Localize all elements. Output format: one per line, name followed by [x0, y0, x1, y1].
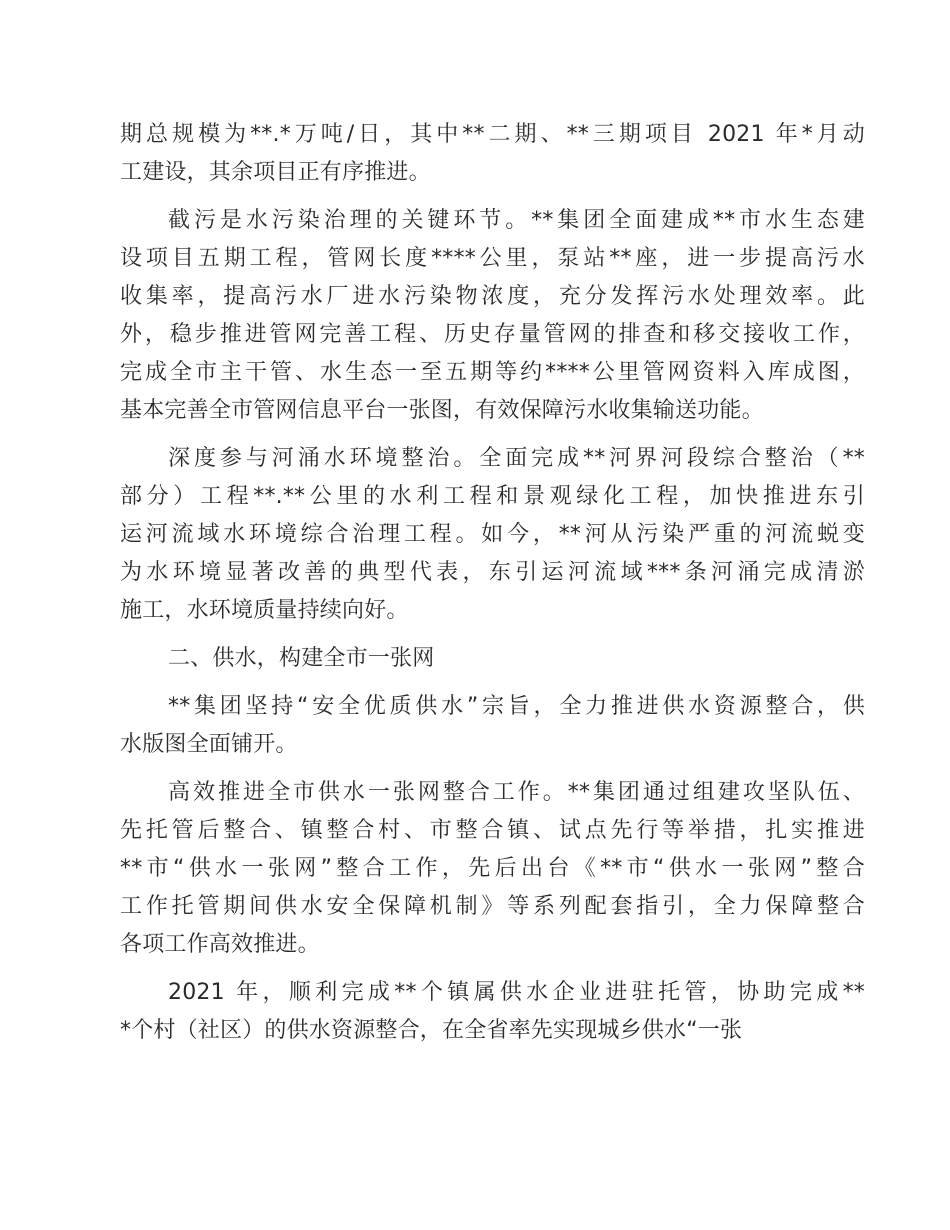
paragraph [120, 774, 865, 964]
text-line: 深度参与河涌水环境整治。全面完成**河界河段综合整治（** [168, 446, 865, 471]
text-line: 外，稳步推进管网完善工程、历史存量管网的排查和移交接收工作， [120, 322, 865, 347]
text-line: 基本完善全市管网信息平台一张图，有效保障污水收集输送功能。 [120, 398, 764, 423]
text-line: 施工，水环境质量持续向好。 [120, 598, 409, 623]
text-line: 工建设，其余项目正有序推进。 [120, 160, 431, 185]
text-line: 水版图全面铺开。 [120, 732, 298, 757]
text-line: 先托管后整合、镇整合村、市整合镇、试点先行等举措，扎实推进 [120, 818, 865, 843]
paragraph [120, 116, 865, 192]
text-line: 高效推进全市供水一张网整合工作。**集团通过组建攻坚队伍、 [168, 780, 865, 805]
text-line: 各项工作高效推进。 [120, 932, 320, 957]
text-line: *个村（社区）的供水资源整合，在全省率先实现城乡供水“一张 [120, 1018, 743, 1043]
text-line: 截污是水污染治理的关键环节。**集团全面建成**市水生态建 [168, 208, 865, 233]
text-line: 期总规模为**.*万吨/日，其中**二期、**三期项目 2021 年*月动 [120, 122, 865, 147]
text-line: 运河流域水环境综合治理工程。如今，**河从污染严重的河流蜕变 [120, 522, 865, 547]
text-line: 收集率，提高污水厂进水污染物浓度，充分发挥污水处理效率。此 [120, 284, 865, 309]
text-line: 完成全市主干管、水生态一至五期等约****公里管网资料入库成图， [120, 360, 865, 385]
paragraph [120, 440, 865, 630]
text-line: 设项目五期工程，管网长度****公里，泵站**座，进一步提高污水 [120, 246, 865, 271]
text-line: 部分）工程**.**公里的水利工程和景观绿化工程，加快推进东引 [120, 484, 865, 509]
text-line: **集团坚持“安全优质供水”宗旨，全力推进供水资源整合，供 [168, 694, 865, 719]
paragraph [120, 688, 865, 764]
text-line: 2021 年，顺利完成**个镇属供水企业进驻托管，协助完成** [168, 980, 865, 1005]
text-line: 工作托管期间供水安全保障机制》等系列配套指引，全力保障整合 [120, 894, 865, 919]
paragraph [120, 974, 865, 1050]
document-body [120, 116, 865, 1060]
paragraph [120, 202, 865, 430]
text-line: 二、供水，构建全市一张网 [168, 646, 435, 671]
paragraph [120, 640, 865, 678]
text-line: 为水环境显著改善的典型代表，东引运河流域***条河涌完成清淤 [120, 560, 865, 585]
text-line: **市“供水一张网”整合工作，先后出台《**市“供水一张网”整合 [120, 856, 865, 881]
